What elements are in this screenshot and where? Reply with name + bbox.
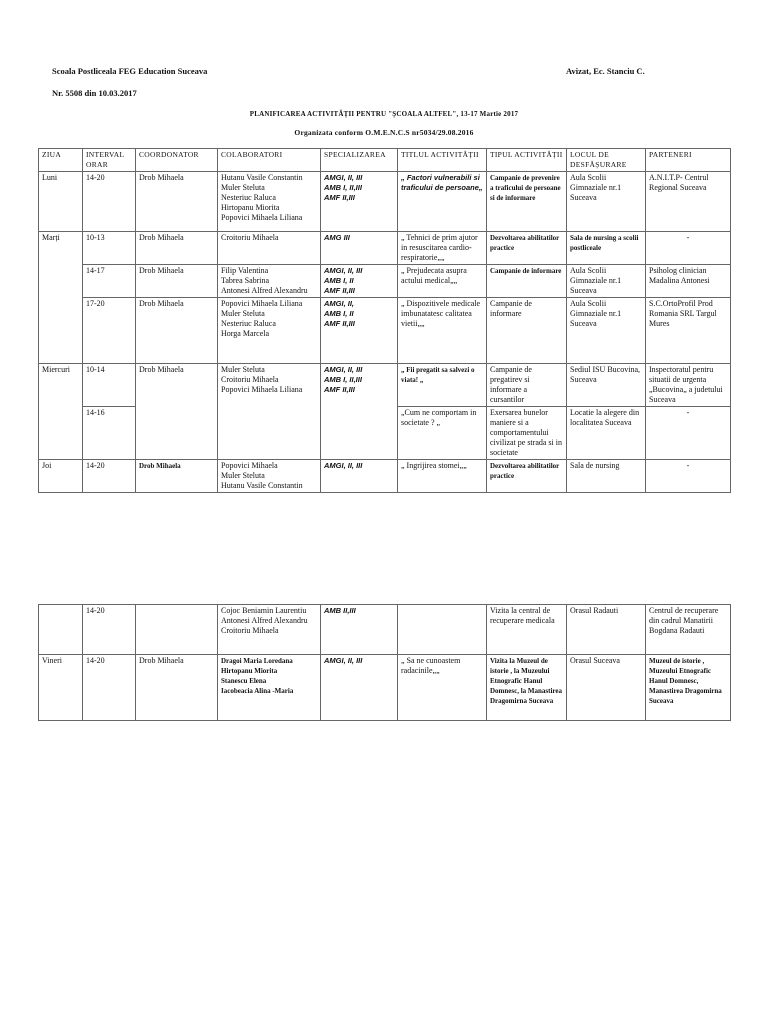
- location-cell: Sala de nursing a scolii postliceale: [567, 232, 646, 265]
- type-cell: Campanie de pregatirev si informare a cursantilor: [487, 364, 567, 407]
- school-name: Scoala Postliceala FEG Education Suceava: [52, 66, 208, 76]
- interval-cell: 10-13: [83, 232, 136, 265]
- coordinator-cell: Drob Mihaela: [136, 232, 218, 265]
- location-cell: Sala de nursing: [567, 460, 646, 493]
- table-row: [39, 172, 731, 232]
- interval-cell: 14-20: [83, 605, 136, 655]
- title-cell: „ Tehnici de prim ajutor in resuscitarea cardio-respiratorie„„: [398, 232, 487, 265]
- approval-line: Avizat, Ec. Stanciu C.: [566, 66, 645, 76]
- type-cell: Exersarea bunelor maniere si a comportamentului civilizat pe strada si in societate: [487, 407, 567, 460]
- table-row: [39, 460, 731, 493]
- collaborators-cell: Popovici Mihaela Liliana Muler Steluta Nesteriuc Raluca Horga Marcela: [218, 298, 321, 364]
- interval-cell: 14-17: [83, 265, 136, 298]
- title-cell: „Cum ne comportam in societate ? „: [398, 407, 487, 460]
- column-header-collaborators: COLABORATORI: [218, 149, 321, 172]
- coordinator-cell: Drob Mihaela: [136, 460, 218, 493]
- collaborators-cell: Filip Valentina Tabrea Sabrina Antonesi Alfred Alexandru: [218, 265, 321, 298]
- interval-cell: 14-20: [83, 460, 136, 493]
- title-cell: „ Ingrijirea stomei„„: [398, 460, 487, 493]
- type-cell: Campanie de prevenire a traficului de persoane si de informare: [487, 172, 567, 232]
- column-header-partners: PARTENERI: [646, 149, 731, 172]
- coordinator-cell: Drob Mihaela: [136, 298, 218, 364]
- day-cell: [39, 605, 83, 655]
- title-cell: „ Dispozitivele medicale imbunatatesc calitatea vietii„„: [398, 298, 487, 364]
- specialization-cell: AMGI, II, III AMB I, II AMF II,III: [321, 265, 398, 298]
- table-row: [39, 232, 731, 265]
- day-cell: Vineri: [39, 655, 83, 721]
- title-cell: [398, 605, 487, 655]
- specialization-cell: AMGI, II, AMB I, II AMF II,III: [321, 298, 398, 364]
- partners-cell: S.C.OrtoProfil Prod Romania SRL Targul Mures: [646, 298, 731, 364]
- column-header-type: TIPUL ACTIVITĂȚII: [487, 149, 567, 172]
- location-cell: Orasul Radauti: [567, 605, 646, 655]
- specialization-cell: AMGI, II, III: [321, 655, 398, 721]
- location-cell: Aula Scolii Gimnaziale nr.1 Suceava: [567, 172, 646, 232]
- title-cell: „ Sa ne cunoastem radacinile„„: [398, 655, 487, 721]
- partners-cell: Centrul de recuperare din cadrul Manatirii Bogdana Radauti: [646, 605, 731, 655]
- schedule-table-continued: [38, 604, 731, 721]
- day-cell: Luni: [39, 172, 83, 232]
- column-header-interval: INTERVAL ORAR: [83, 149, 136, 172]
- specialization-cell: AMGI, II, III AMB I, II,III AMF II,III: [321, 172, 398, 232]
- specialization-cell: AMB II,III: [321, 605, 398, 655]
- specialization-cell: AMG III: [321, 232, 398, 265]
- document-number: Nr. 5508 din 10.03.2017: [52, 88, 137, 98]
- interval-cell: 14-20: [83, 655, 136, 721]
- partners-cell: Inspectoratul pentru situatii de urgenta „Bucovina„ a judetului Suceava: [646, 364, 731, 407]
- partners-cell: Muzeul de istorie , Muzeului Etnografic Hanul Domnesc, Manastirea Dragomirna Suceava: [646, 655, 731, 721]
- column-header-specialization: SPECIALIZAREA: [321, 149, 398, 172]
- type-cell: Dezvoltarea abilitatilor practice: [487, 232, 567, 265]
- type-cell: Dezvoltarea abilitatilor practice: [487, 460, 567, 493]
- collaborators-cell: Cojoc Beniamin Laurentiu Antonesi Alfred Alexandru Croitoriu Mihaela: [218, 605, 321, 655]
- location-cell: Orasul Suceava: [567, 655, 646, 721]
- specialization-cell: AMGI, II, III AMB I, II,III AMF II,III: [321, 364, 398, 460]
- column-header-day: ZIUA: [39, 149, 83, 172]
- type-cell: Vizita la central de recuperare medicala: [487, 605, 567, 655]
- type-cell: Campanie de informare: [487, 265, 567, 298]
- type-cell: Campanie de informare: [487, 298, 567, 364]
- column-header-location: LOCUL DE DESFĂȘURARE: [567, 149, 646, 172]
- collaborators-cell: Dragoi Maria Loredana Hirtopanu Miorita Stanescu Elena Iacobeacia Alina -Maria: [218, 655, 321, 721]
- collaborators-cell: Croitoriu Mihaela: [218, 232, 321, 265]
- day-cell: Miercuri: [39, 364, 83, 460]
- table-row: [39, 298, 731, 364]
- column-header-title: TITLUL ACTIVITĂȚII: [398, 149, 487, 172]
- schedule-table: [38, 148, 731, 493]
- interval-cell: 14-16: [83, 407, 136, 460]
- location-cell: Aula Scolii Gimnaziale nr.1 Suceava: [567, 298, 646, 364]
- title-cell: „ Prejudecata asupra actului medical„„: [398, 265, 487, 298]
- collaborators-cell: Popovici Mihaela Muler Steluta Hutanu Vasile Constantin: [218, 460, 321, 493]
- partners-cell: -: [646, 232, 731, 265]
- title-cell: „ Fii pregatit sa salvezi o viata! „: [398, 364, 487, 407]
- specialization-cell: AMGI, II, III: [321, 460, 398, 493]
- table-row: [39, 605, 731, 655]
- day-cell: Joi: [39, 460, 83, 493]
- page-subtitle: Organizata conform O.M.E.N.C.S nr5034/29.08.2016: [294, 128, 474, 137]
- partners-cell: -: [646, 460, 731, 493]
- table-row: [39, 364, 731, 407]
- partners-cell: -: [646, 407, 731, 460]
- collaborators-cell: Muler Steluta Croitoriu Mihaela Popovici Mihaela Liliana: [218, 364, 321, 460]
- partners-cell: Psiholog clinician Madalina Antonesi: [646, 265, 731, 298]
- interval-cell: 14-20: [83, 172, 136, 232]
- coordinator-cell: [136, 605, 218, 655]
- collaborators-cell: Hutanu Vasile Constantin Muler Steluta Nesteriuc Raluca Hirtopanu Miorita Popovici Mihaela Liliana: [218, 172, 321, 232]
- interval-cell: 10-14: [83, 364, 136, 407]
- table-row: [39, 655, 731, 721]
- location-cell: Aula Scolii Gimnaziale nr.1 Suceava: [567, 265, 646, 298]
- coordinator-cell: Drob Mihaela: [136, 655, 218, 721]
- day-cell: Marți: [39, 232, 83, 364]
- table-header-row: [39, 149, 731, 172]
- partners-cell: A.N.I.T.P- Centrul Regional Suceava: [646, 172, 731, 232]
- column-header-coordinator: COORDONATOR: [136, 149, 218, 172]
- coordinator-cell: Drob Mihaela: [136, 172, 218, 232]
- type-cell: Vizita la Muzeul de istorie , la Muzeului Etnografic Hanul Domnesc, la Manastirea Dragomirna Suceava: [487, 655, 567, 721]
- interval-cell: 17-20: [83, 298, 136, 364]
- coordinator-cell: Drob Mihaela: [136, 364, 218, 460]
- table-row: [39, 265, 731, 298]
- coordinator-cell: Drob Mihaela: [136, 265, 218, 298]
- location-cell: Locatie la alegere din localitatea Suceava: [567, 407, 646, 460]
- page-title: PLANIFICAREA ACTIVITĂȚII PENTRU "ȘCOALA ALTFEL", 13-17 Martie 2017: [249, 110, 519, 118]
- title-cell: „ Factori vulnerabili si traficului de persoane„: [398, 172, 487, 232]
- location-cell: Sediul ISU Bucovina, Suceava: [567, 364, 646, 407]
